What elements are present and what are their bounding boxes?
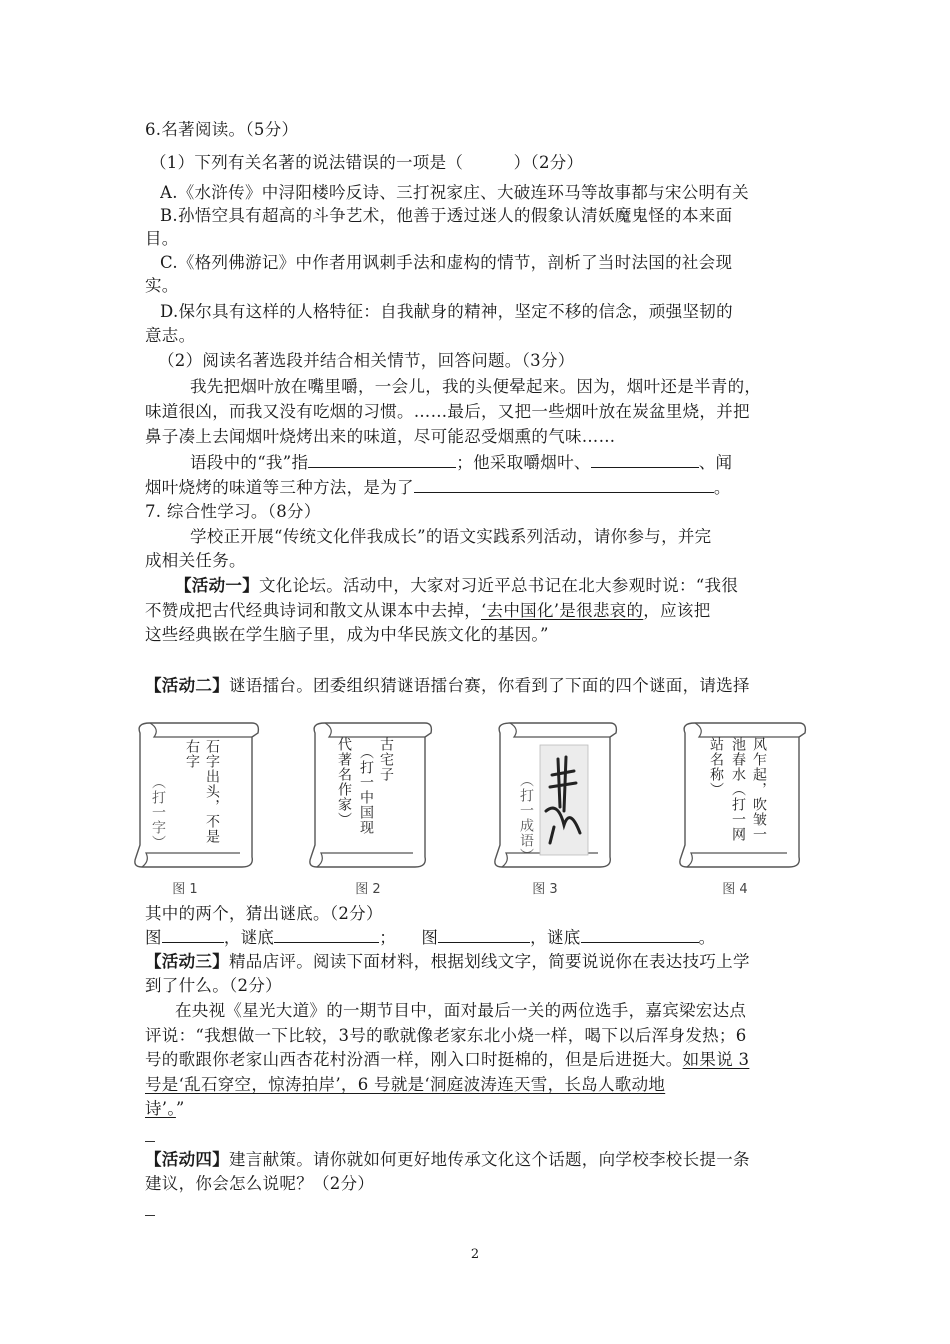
q7-intro-line2: 成相关任务。 xyxy=(145,551,246,570)
scroll3-text-1: （打一成语） xyxy=(518,773,534,863)
q6-option-d-line1: D.保尔具有这样的人格特征：自我献身的精神，坚定不移的信念，顽强坚韧的 xyxy=(160,302,733,321)
figure-caption-1: 图 1 xyxy=(172,882,198,897)
activity1-text: 文化论坛。活动中，大家对习近平总书记在北大参观时说：“我很 xyxy=(259,576,739,595)
scroll1-text-3: （打一字） xyxy=(150,775,166,850)
fill-text: 图 xyxy=(145,928,162,947)
activity1-line1 xyxy=(175,574,840,598)
q6-passage-line2: 味道很凶，而我又没有吃烟的习惯。……最后，又把一些烟叶放在炭盆里烧，并把 xyxy=(145,402,750,421)
passage-text: ” xyxy=(175,1099,185,1118)
activity4-line2: 建议，你会怎么说呢？（2分） xyxy=(145,1174,375,1193)
activity3-line1 xyxy=(145,950,810,974)
q6-sub1: （1）下列有关名著的说法错误的一项是（ ）（2分） xyxy=(150,153,584,172)
activity3-passage-4: 号是‘乱石穿空，惊涛拍岸’，6 号就是‘洞庭波涛连天雪，长岛人歌动地 xyxy=(145,1075,666,1094)
scroll4-text-1: 风乍起，吹皱一 xyxy=(751,737,767,842)
answer-blank[interactable] xyxy=(591,451,699,468)
scroll4-text-2: 池春水（打一网 xyxy=(730,737,746,842)
q6-option-c-line1: C.《格列佛游记》中作者用讽刺手法和虚构的情节，剖析了当时法国的社会现 xyxy=(160,253,733,272)
figure-caption-3: 图 3 xyxy=(532,882,558,897)
activity1-line3: 这些经典嵌在学生脑子里，成为中华民族文化的基因。” xyxy=(145,625,549,644)
q6-title: 6.名著阅读。（5分） xyxy=(145,120,299,139)
scroll1-text-1: 石字出头，不是 xyxy=(204,739,220,844)
activity4-text: 建言献策。请你就如何更好地传承文化这个话题，向学校李校长提一条 xyxy=(229,1150,750,1169)
activity2-answer-line xyxy=(145,926,810,950)
answer-blank[interactable] xyxy=(414,476,714,493)
fill-text: ； 图 xyxy=(379,928,439,947)
activity3-passage-1: 在央视《星光大道》的一期节目中，面对最后一关的两位选手，嘉宾梁宏达点 xyxy=(175,1001,747,1020)
activity4-line1 xyxy=(145,1148,810,1172)
activity3-passage-3 xyxy=(145,1048,810,1072)
q6-fill-line2 xyxy=(145,476,810,500)
activity4-heading: 【活动四】 xyxy=(145,1150,229,1169)
q6-option-a: A.《水浒传》中浔阳楼吟反诗、三打祝家庄、大破连环马等故事都与宋公明有关 xyxy=(160,183,749,202)
q6-option-d-line2: 意志。 xyxy=(145,326,196,345)
q7-intro-line1: 学校正开展“传统文化伴我成长”的语文实践系列活动，请你参与，并完 xyxy=(190,527,712,546)
passage-underlined: 如果说 3 xyxy=(682,1050,750,1069)
answer-blank[interactable] xyxy=(581,926,699,943)
answer-dash xyxy=(145,1141,155,1142)
activity1-underlined: ‘去中国化’是很悲哀的 xyxy=(481,601,644,620)
activity3-heading: 【活动三】 xyxy=(145,952,229,971)
fill-text: ，谜底 xyxy=(530,928,581,947)
fill-text: 语段中的“我”指 xyxy=(190,453,309,472)
answer-blank[interactable] xyxy=(274,926,379,943)
q6-option-b-line1: B.孙悟空具有超高的斗争艺术，他善于透过迷人的假象认清妖魔鬼怪的本来面 xyxy=(160,206,733,225)
activity2-heading: 【活动二】 xyxy=(145,676,229,695)
q6-fill-line1 xyxy=(190,451,855,475)
scroll4-text-3: 站名称） xyxy=(708,737,724,797)
passage-underlined: 诗’。 xyxy=(145,1099,176,1118)
q6-option-b-line2: 目。 xyxy=(145,229,179,248)
q6-sub2: （2）阅读名著选段并结合相关情节，回答问题。（3分） xyxy=(158,351,575,370)
activity1-text: 不赞成把古代经典诗词和散文从课本中去掉， xyxy=(145,601,481,620)
activity3-text: 精品店评。阅读下面材料，根据划线文字，简要说说你在表达技巧上学 xyxy=(229,952,750,971)
activity1-heading: 【活动一】 xyxy=(175,576,259,595)
answer-blank[interactable] xyxy=(162,926,224,943)
answer-blank[interactable] xyxy=(438,926,530,943)
scroll2-text-3: 代著名作家） xyxy=(336,737,352,827)
scroll-figure-3 xyxy=(480,715,630,875)
fill-text: 。 xyxy=(713,478,731,497)
activity2-line1 xyxy=(145,674,810,698)
scroll2-text-1: 古宅子 xyxy=(378,737,394,782)
q7-title: 7. 综合性学习。（8分） xyxy=(145,502,321,521)
activity1-line2 xyxy=(145,599,810,623)
activity3-passage-2: 评说：“我想做一下比较，3号的歌就像老家东北小烧一样，喝下以后浑身发热；6 xyxy=(145,1026,747,1045)
q6-passage-line3: 鼻子凑上去闻烟叶烧烤出来的味道，尽可能忍受烟熏的气味…… xyxy=(145,427,616,446)
q6-option-c-line2: 实。 xyxy=(145,276,179,295)
activity1-text: ，应该把 xyxy=(643,601,711,620)
activity2-line2: 其中的两个，猜出谜底。（2分） xyxy=(145,904,383,923)
answer-blank[interactable] xyxy=(308,451,456,468)
fill-text: 、闻 xyxy=(698,453,733,472)
figure-caption-2: 图 2 xyxy=(355,882,381,897)
answer-dash xyxy=(145,1215,155,1216)
scroll1-text-2: 右字 xyxy=(184,739,200,769)
figure-caption-4: 图 4 xyxy=(722,882,748,897)
passage-text: 号的歌跟你老家山西杏花村汾酒一样，刚入口时挺棉的，但是后进挺大。 xyxy=(145,1050,683,1069)
activity3-line2: 到了什么。（2分） xyxy=(145,976,282,995)
fill-text: ，谜底 xyxy=(223,928,275,947)
q6-passage-line1: 我先把烟叶放在嘴里嚼，一会儿，我的头便晕起来。因为，烟叶还是半青的， xyxy=(190,377,762,396)
fill-text: ；他采取嚼烟叶、 xyxy=(456,453,591,472)
riddle-figures xyxy=(115,715,815,900)
fill-text: 。 xyxy=(698,928,716,947)
fill-text: 烟叶烧烤的味道等三种方法，是为了 xyxy=(145,478,414,497)
activity2-text: 谜语擂台。团委组织猜谜语擂台赛，你看到了下面的四个谜面，请选择 xyxy=(229,676,750,695)
scroll2-text-2: （打一中国现 xyxy=(358,745,374,835)
page-number: 2 xyxy=(470,1247,480,1262)
activity3-passage-5 xyxy=(145,1097,810,1121)
